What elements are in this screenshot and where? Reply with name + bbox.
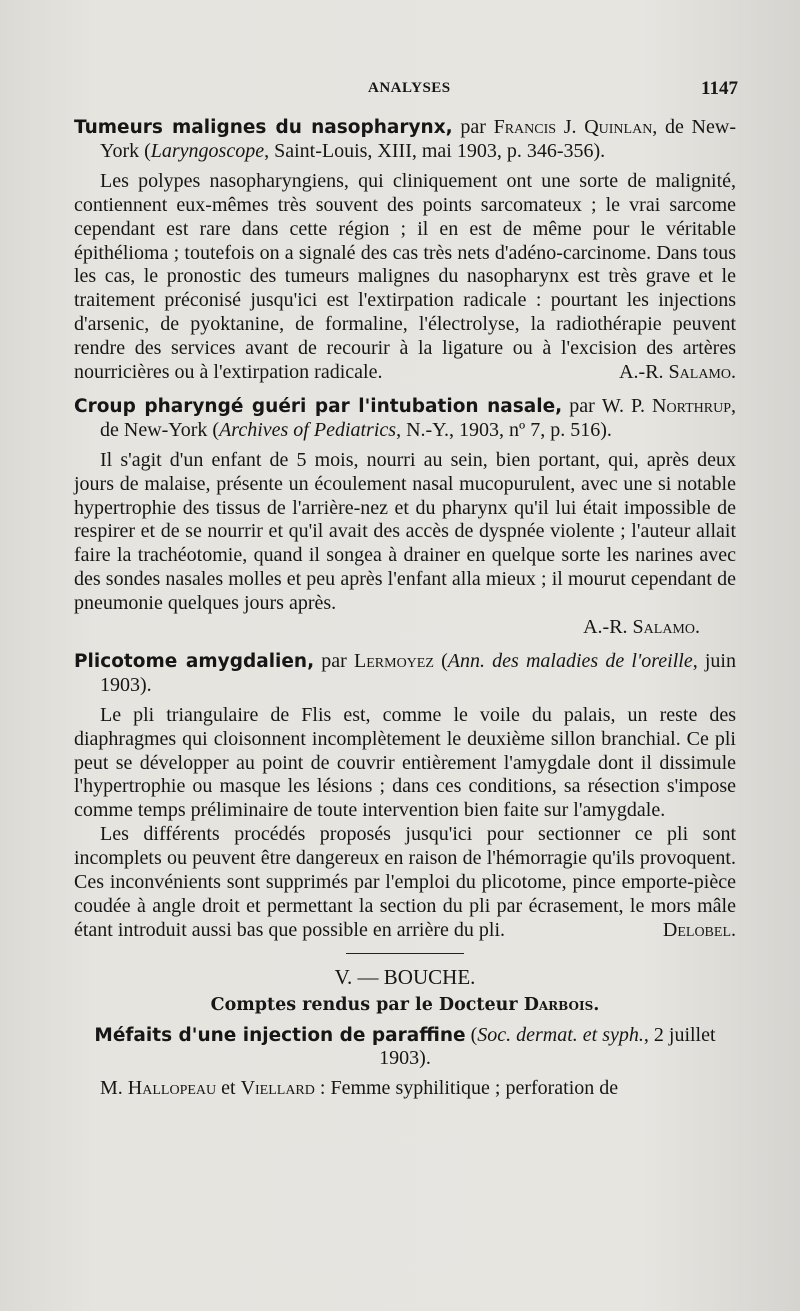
article-5-author-2: Viellard <box>240 1077 315 1100</box>
section-heading: V. — BOUCHE. <box>334 964 476 989</box>
section-reviewer: Darbois. <box>523 994 600 1015</box>
article-3-title: Plicotome amygdalien, <box>74 650 315 672</box>
section-subheading: Comptes rendus par le Docteur Darbois. <box>210 994 600 1015</box>
article-2-journal: Archives of Pediatrics <box>219 418 397 441</box>
running-title: ANALYSES <box>368 80 451 96</box>
article-4-heading: Méfaits d'une injection de paraffine (Soc. dermat. et syph., 2 juillet 1903). <box>94 1023 716 1070</box>
article-5-heading: M. Hallopeau et Viellard : Femme syphilitique ; perforation de <box>100 1077 619 1100</box>
article-3-heading: Plicotome amygdalien, par Lermoyez (Ann. des maladies de l'oreille, juin 1903). <box>74 649 736 696</box>
page-number: 1147 <box>701 78 738 99</box>
article-2-title: Croup pharyngé guéri par l'intubation nasale, <box>74 395 563 417</box>
article-2-body: Il s'agit d'un enfant de 5 mois, nourri au sein, bien portant, qui, après deux jours de malaise, présente un écoulement nasal mucopurulent, avec une si notable hypertrophie des tissus de l'arrière-nez et du pharynx qu'il lui était impossible de respirer et de se nourrir et qu'il avait des accès de dyspnée violente ; l'auteur allait faire la trachéotomie, quand il songea à drainer en quelque sorte les narines avec des sondes nasales molles et peu après l'enfant alla mieux ; il mourut cependant de pneumonie quelques jours après. <box>74 448 736 615</box>
article-3-journal: Ann. des maladies de l'oreille <box>447 649 693 672</box>
article-1-signature: A.-R. Salamo. <box>619 360 736 383</box>
article-3-signature: Delobel. <box>662 918 736 941</box>
article-3-body-2: Les différents procédés proposés jusqu'ici pour sectionner ce pli sont incomplets ou peuvent être dangereux en raison de l'hémorragie qu'ils provoquent. Ces inconvénients sont supprimés par l'emploi du plicotome, pince emporte-pièce coudée à angle droit et permettant la section du pli par écrasement, le mors mâle étant introduit aussi bas que possible en arrière du pli. <box>74 823 736 941</box>
section-divider <box>346 953 464 954</box>
article-4-title: Méfaits d'une injection de paraffine <box>94 1024 466 1046</box>
article-3-author: Lermoyez <box>354 649 434 672</box>
article-2-signature: A.-R. Salamo. <box>583 616 700 639</box>
page-header <box>0 78 800 102</box>
article-1-author: Francis J. Quinlan, <box>493 116 658 138</box>
article-3-body-1: Le pli triangulaire de Flis est, comme le voile du palais, un reste des diaphragmes qui cloisonnent incomplètement le deuxième sillon branchial. Ce pli peut se développer au point de couvrir entièrement l'amygdale dont il dissimule l'hypertrophie ou masque les lésions ; dans ces conditions, sa résection s'impose comme temps préliminaire de toute intervention bien faite sur l'amygdale. <box>74 703 736 822</box>
article-2-heading: Croup pharyngé guéri par l'intubation nasale, par W. P. Northrup, de New-York (Archives of Pediatrics, N.-Y., 1903, nº 7, p. 516). <box>74 394 736 441</box>
article-2-author: W. P. Northrup, <box>601 394 736 417</box>
article-1-body: Les polypes nasopharyngiens, qui cliniquement ont une sorte de malignité, contiennent eux-mêmes très souvent des points sarcomateux ; le vrai sarcome cependant est rare dans cette région ; il en est de même pour le véritable épithélioma ; toutefois on a signalé des cas très nets d'adéno-carcinome. Dans tous les cas, le pronostic des tumeurs malignes du nasopharynx est très grave et le traitement préconisé jusqu'ici est l'extirpation radicale : pourtant les injections d'arsenic, de pyoktanine, de formaline, l'électrolyse, la radiothérapie peuvent rendre des services avant de recourir à la ligature ou à l'excision des artères nourricières ou à l'extirpation radicale. <box>74 169 736 384</box>
article-5-title: : Femme syphilitique ; perforation de <box>314 1077 619 1100</box>
article-1-heading: Tumeurs malignes du nasopharynx, par Francis J. Quinlan, de New-York (Laryngoscope, Saint-Louis, XIII, mai 1903, p. 346-356). <box>74 116 736 162</box>
article-5-author-1: Hallopeau <box>127 1077 217 1100</box>
article-4-journal: Soc. dermat. et syph. <box>477 1023 644 1046</box>
article-1-title: Tumeurs malignes du nasopharynx, <box>74 117 453 138</box>
page-body <box>74 116 736 1101</box>
article-1-journal: Laryngoscope <box>150 139 265 162</box>
